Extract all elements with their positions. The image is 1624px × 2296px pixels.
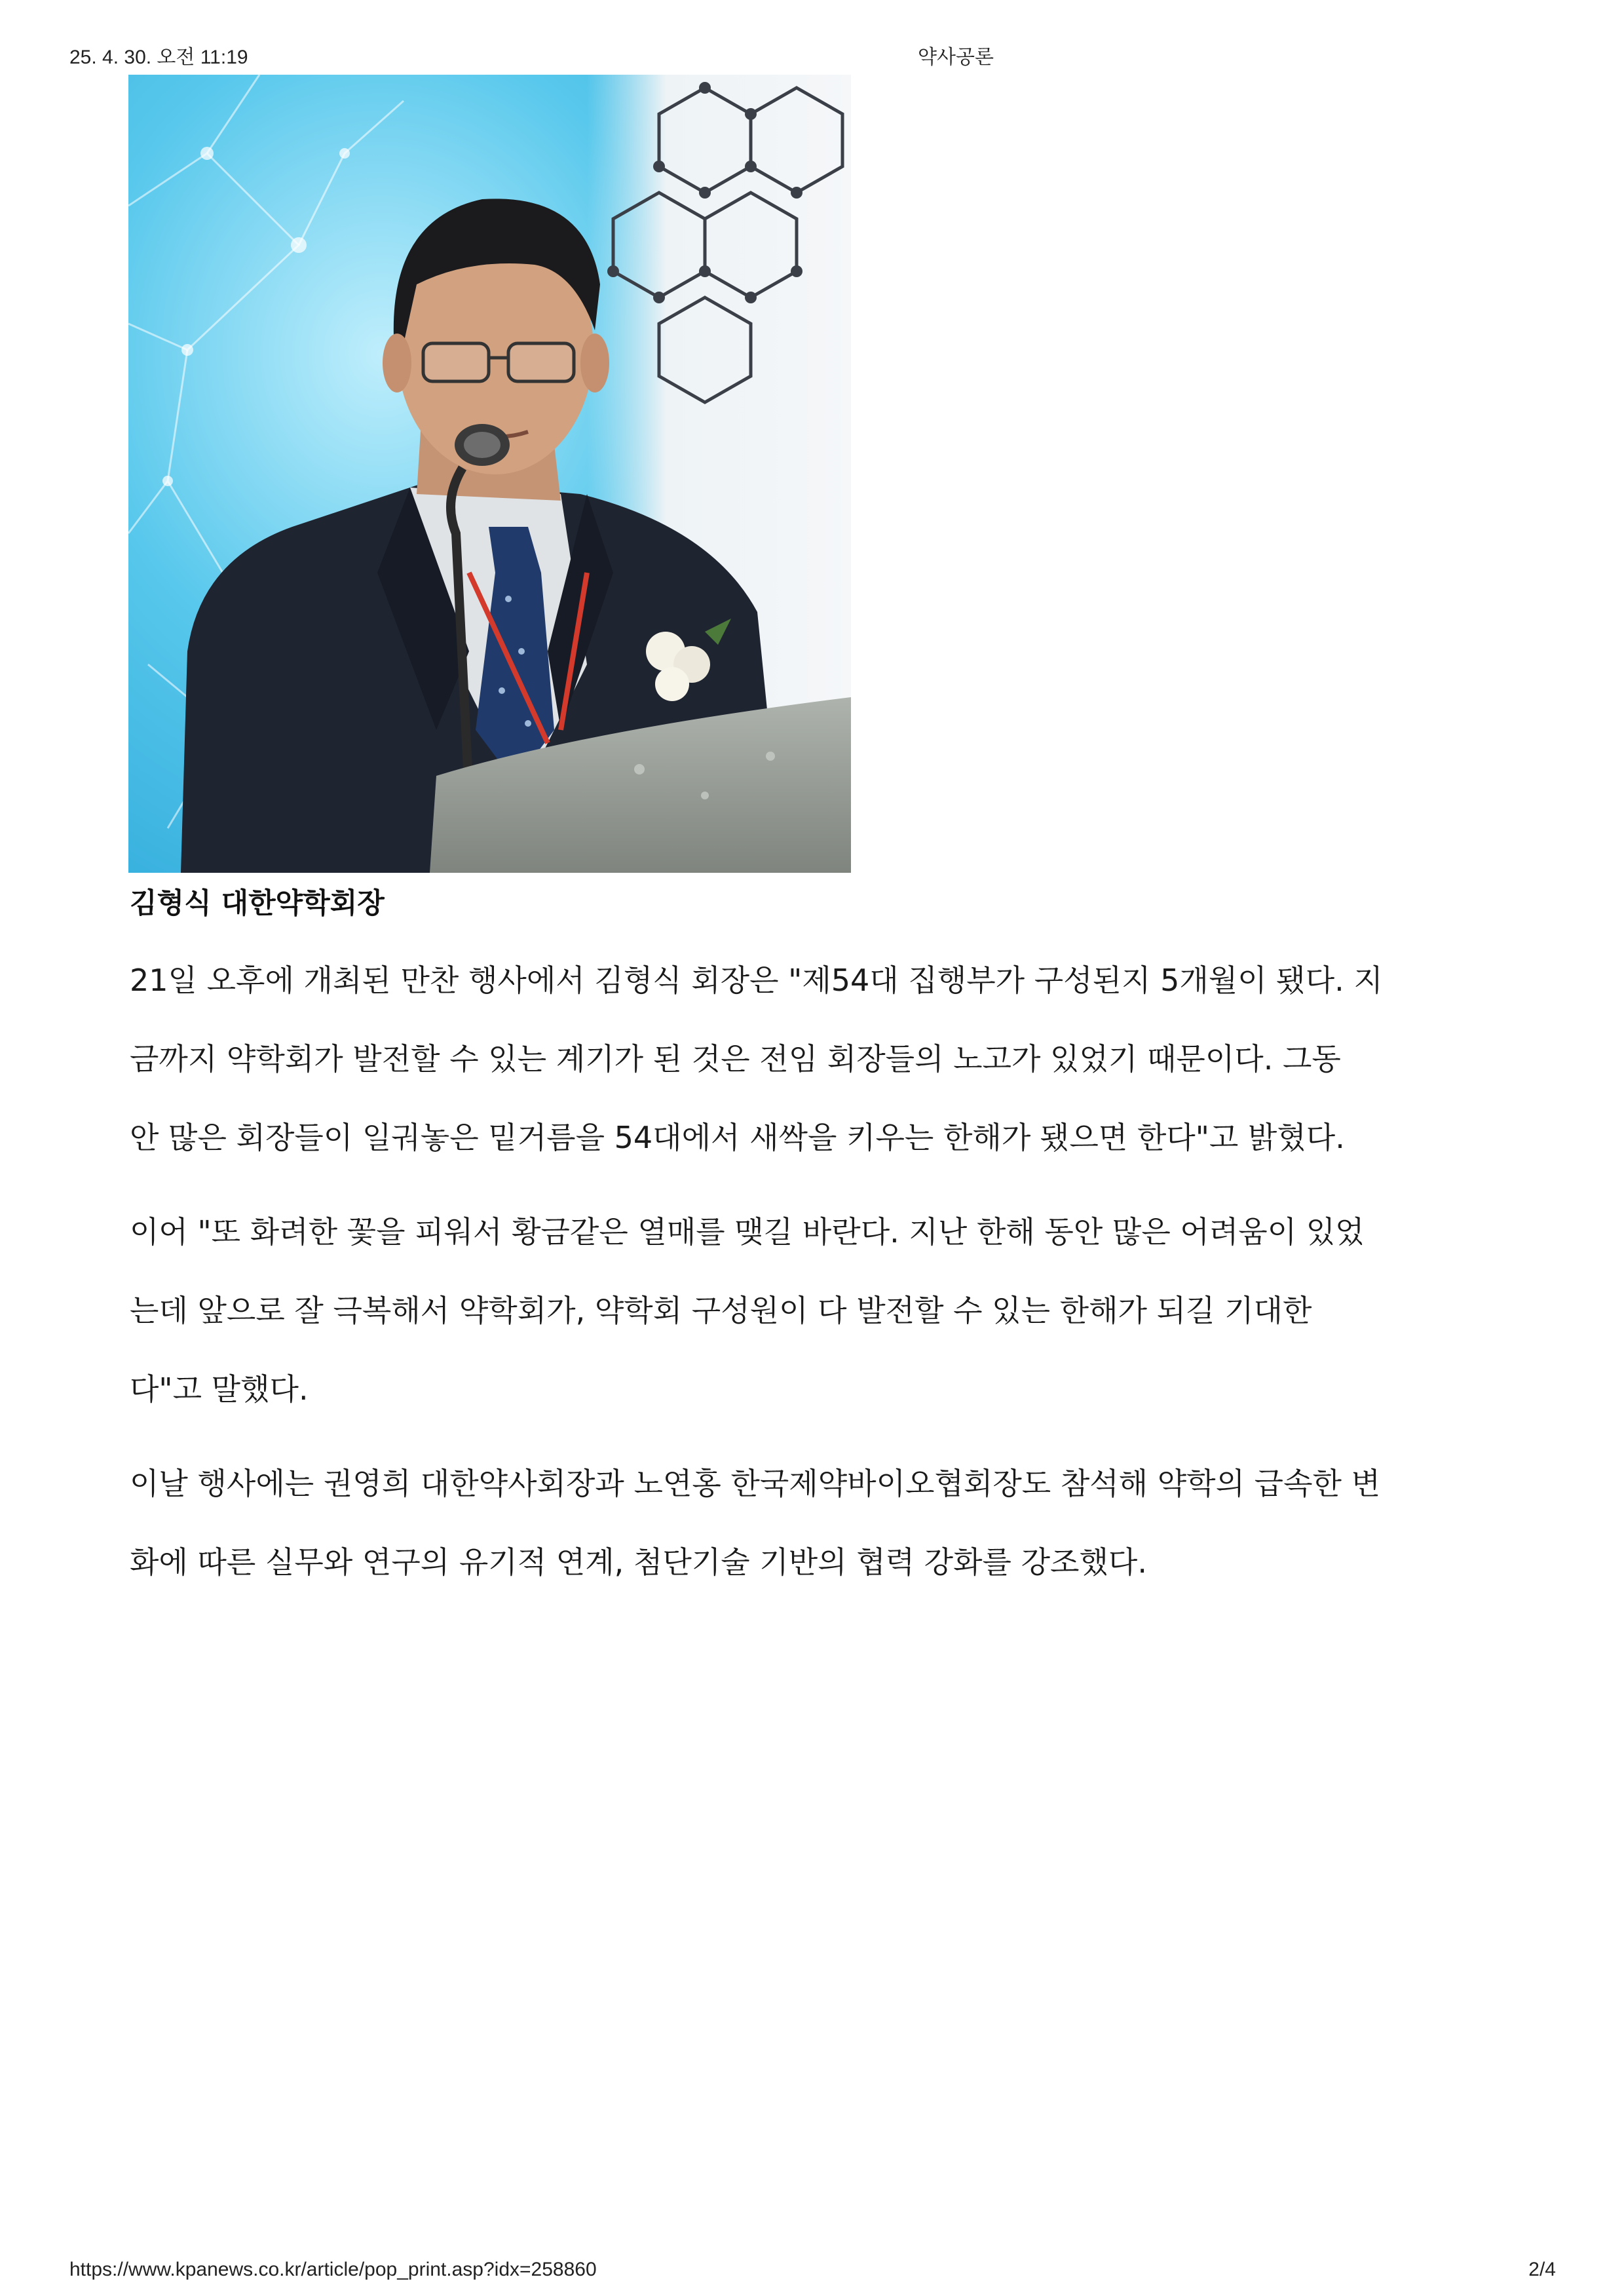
page-number: 2/4 [1528,2259,1556,2280]
paragraph-line: 금까지 약학회가 발전할 수 있는 계기가 된 것은 전임 회장들의 노고가 있었기 때문이다. 그동 [130,1041,1341,1077]
paragraph-line: 다"고 말했다. [130,1371,309,1407]
photo-caption: 김형식 대한약학회장 [130,887,385,920]
paragraph-line: 이날 행사에는 권영희 대한약사회장과 노연홍 한국제약바이오협회장도 참석해 약학의 급속한 변 [130,1466,1381,1501]
print-datetime: 25. 4. 30. 오전 11:19 [69,47,248,68]
paragraph-line: 화에 따른 실무와 연구의 유기적 연계, 첨단기술 기반의 협력 강화를 강조했다. [130,1544,1147,1580]
paragraph-line: 는데 앞으로 잘 극복해서 약학회가, 약학회 구성원이 다 발전할 수 있는 한해가 되길 기대한 [130,1293,1312,1328]
article-photo [128,75,851,873]
source-url-link[interactable]: https://www.kpanews.co.kr/article/pop_print.asp?idx=258860 [69,2259,597,2280]
article-paragraph [130,941,1505,1177]
site-title: 약사공론 [918,47,994,68]
paragraph-line: 이어 "또 화려한 꽃을 피워서 황금같은 열매를 맺길 바란다. 지난 한해 동안 많은 어려움이 있었 [130,1214,1365,1250]
paragraph-line: 안 많은 회장들이 일궈놓은 밑거름을 54대에서 새싹을 키우는 한해가 됐으면 한다"고 밝혔다. [130,1120,1345,1155]
paragraph-line: 21일 오후에 개최된 만찬 행사에서 김형식 회장은 "제54대 집행부가 구성된지 5개월이 됐다. 지 [130,963,1383,998]
article-paragraph [130,1444,1505,1601]
article-paragraph [130,1193,1505,1428]
